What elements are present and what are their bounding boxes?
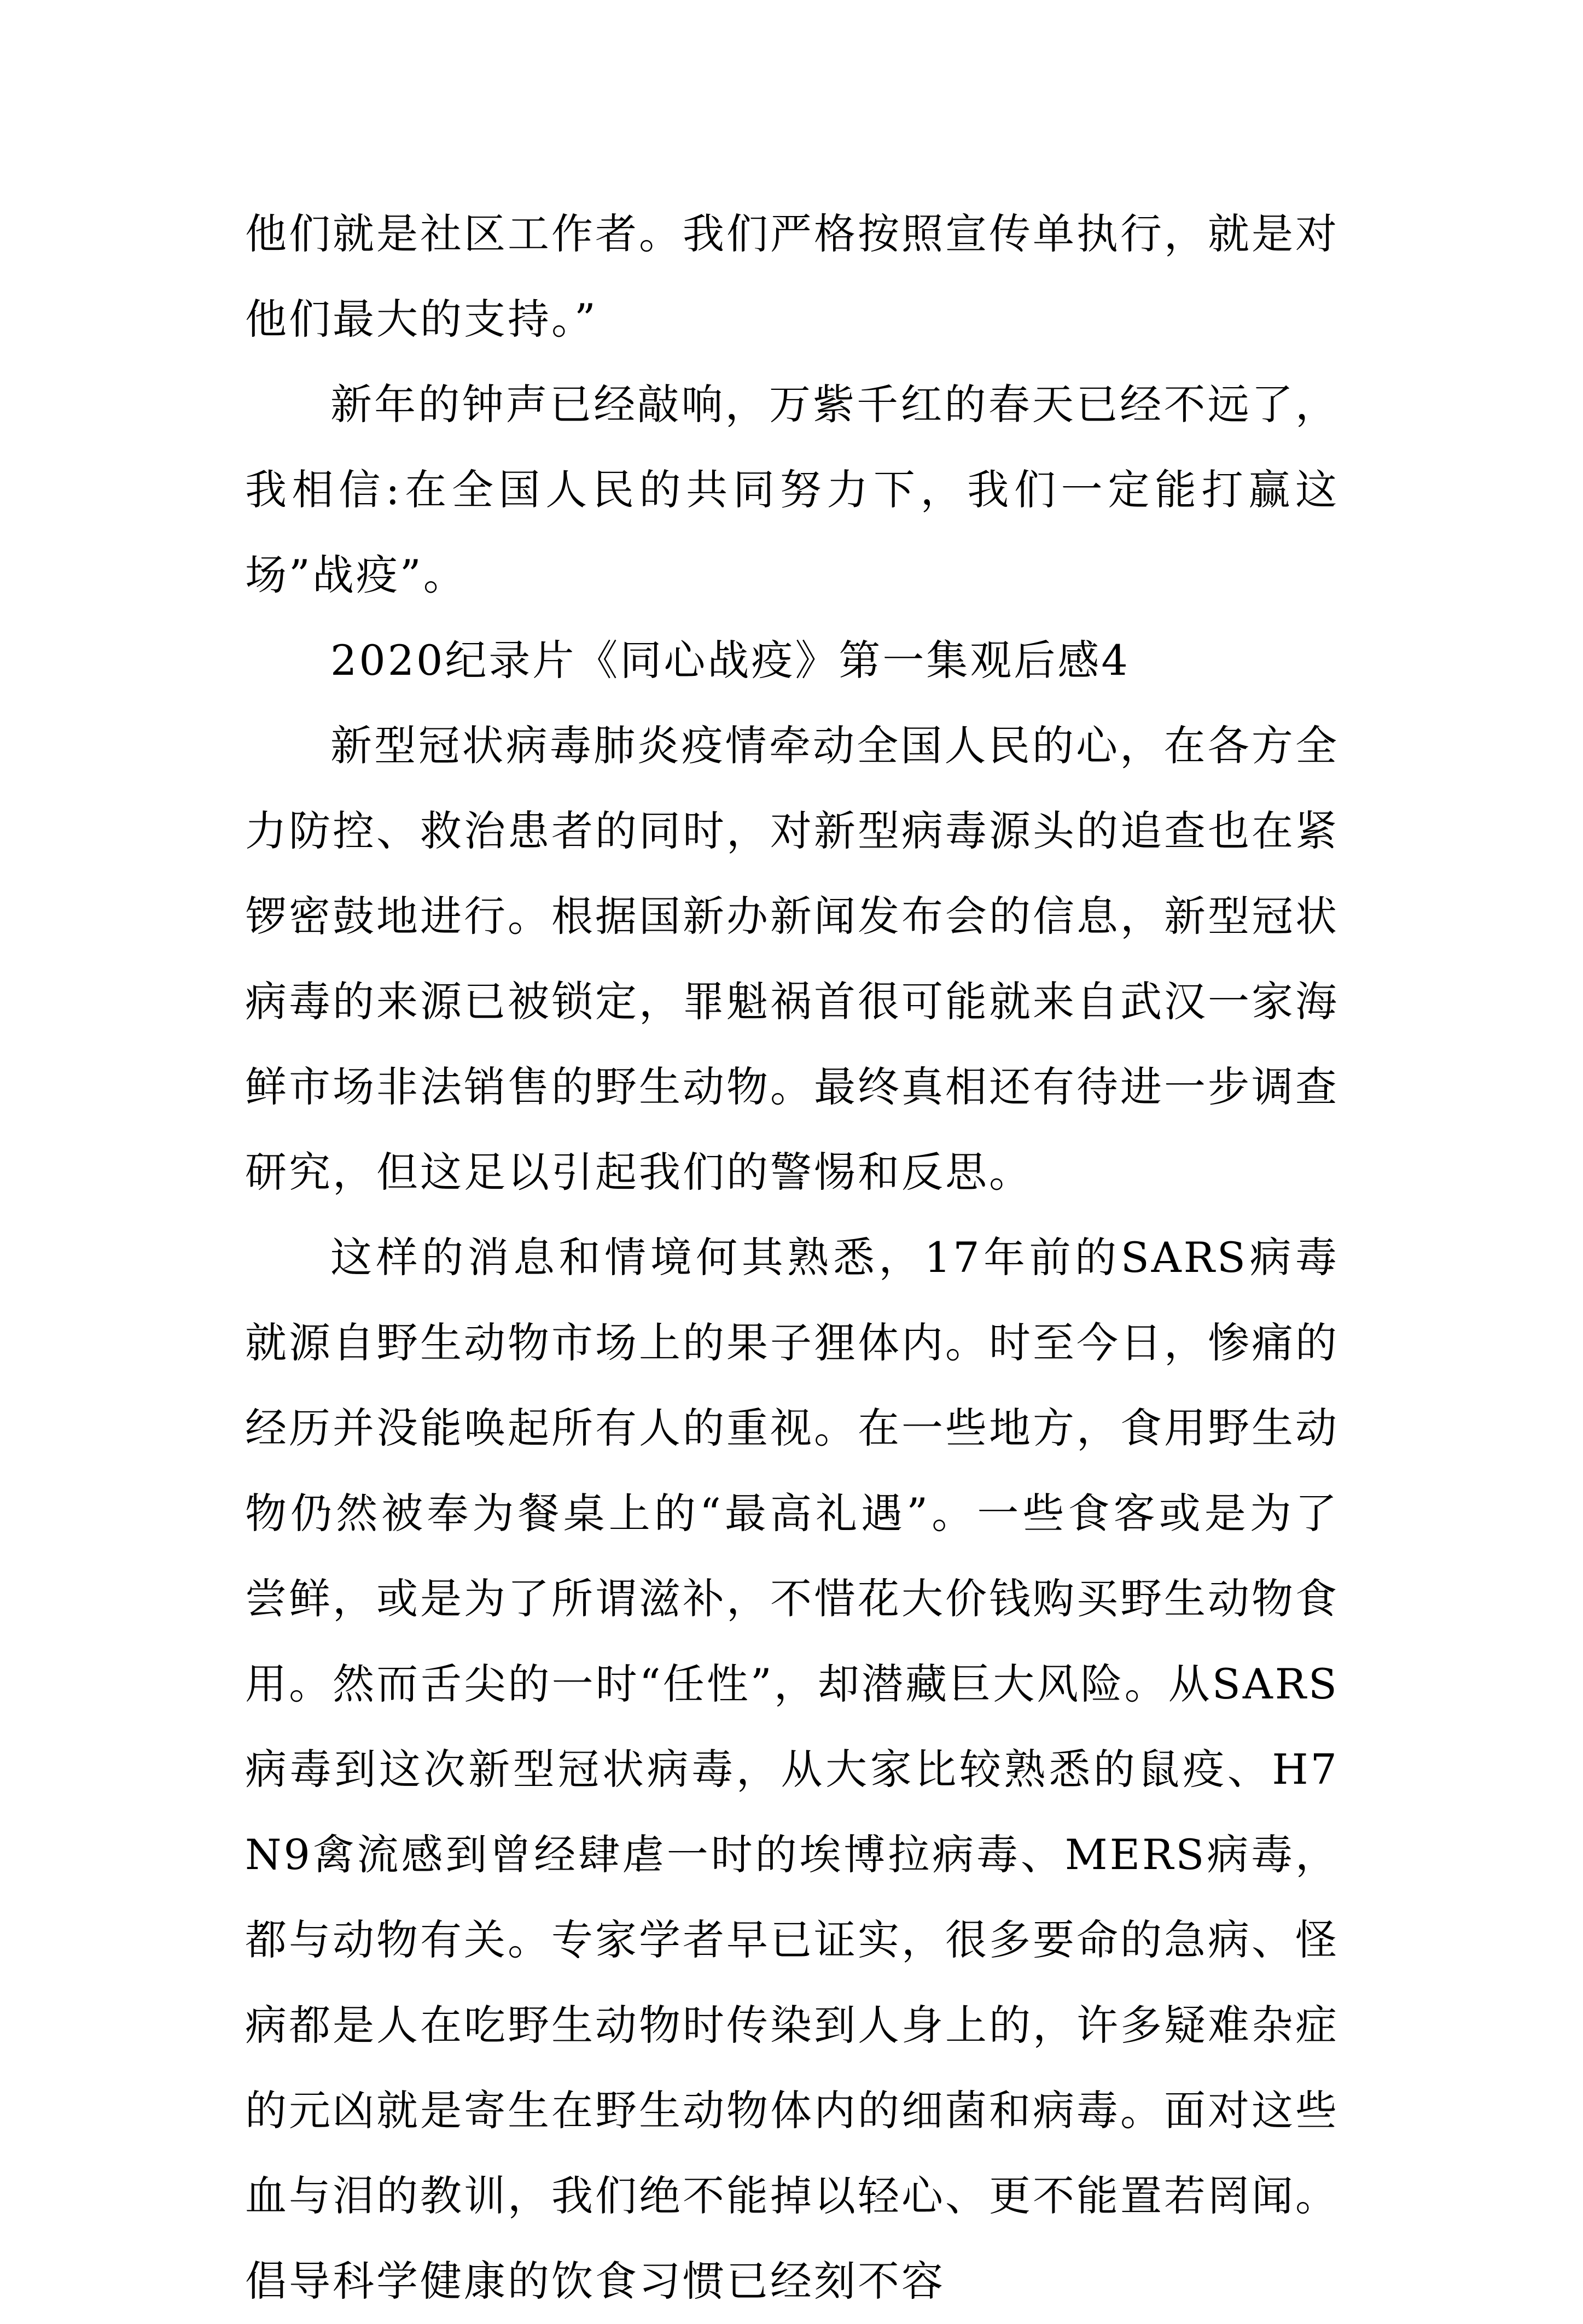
- section-heading: 2020纪录片《同心战疫》第一集观后感4: [330, 636, 1130, 685]
- paragraph-continuation: 他们就是社区工作者。我们严格按照宣传单执行，就是对他们最大的支持。”: [245, 209, 1339, 343]
- paragraph-wildlife-risk: 这样的消息和情境何其熟悉，17年前的SARS病毒就源自野生动物市场上的果子狸体内。时至今日，惨痛的经历并没能唤起所有人的重视。在一些地方，食用野生动物仍然被奉为餐桌上的“最高礼遇”。一些食客或是为了尝鲜，或是为了所谓滋补，不惜花大价钱购买野生动物食用。然而舌尖的一时“任性”，却潜藏巨大风险。从SARS病毒到这次新型冠状病毒，从大家比较熟悉的鼠疫、H7N9禽流感到曾经肆虐一时的埃博拉病毒、MERS病毒，都与动物有关。专家学者早已证实，很多要命的急病、怪病都是人在吃野生动物时传染到人身上的，许多疑难杂症的元凶就是寄生在野生动物体内的细菌和病毒。面对这些血与泪的教训，我们绝不能掉以轻心、更不能置若罔闻。倡导科学健康的饮食习惯已经刻不容: [245, 1233, 1339, 2305]
- paragraph-new-year: 新年的钟声已经敲响，万紫千红的春天已经不远了，我相信:在全国人民的共同努力下，我们一定能打赢这场”战疫”。: [245, 380, 1339, 599]
- paragraph-virus-source: 新型冠状病毒肺炎疫情牵动全国人民的心，在各方全力防控、救治患者的同时，对新型病毒源头的追查也在紧锣密鼓地进行。根据国新办新闻发布会的信息，新型冠状病毒的来源已被锁定，罪魁祸首很可能就来自武汉一家海鲜市场非法销售的野生动物。最终真相还有待进一步调查研究，但这足以引起我们的警惕和反思。: [245, 721, 1339, 1196]
- document-body: [245, 191, 1339, 2324]
